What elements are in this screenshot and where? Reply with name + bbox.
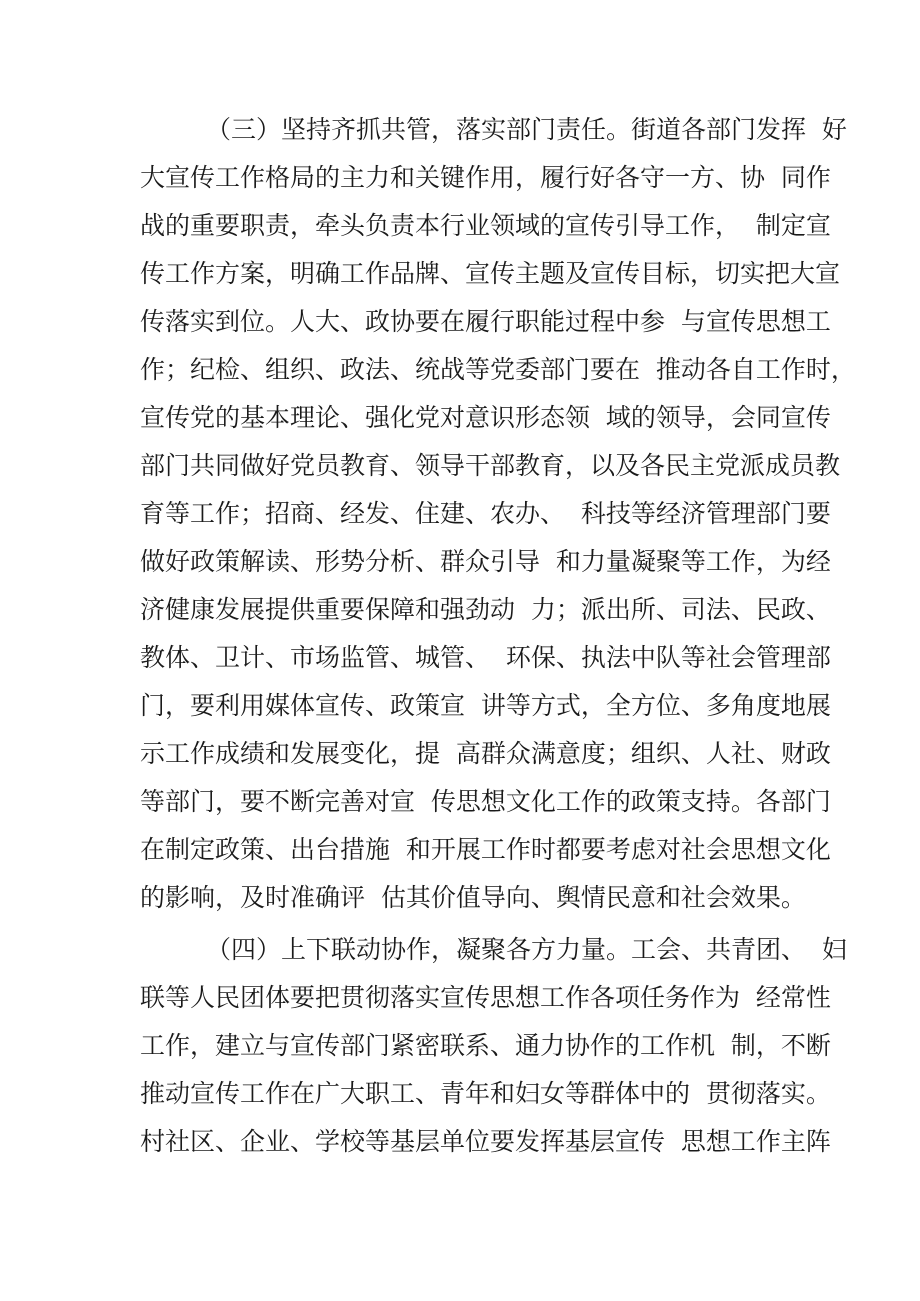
paragraph-3-line-5: 传落实到位。人大、政协要在履行职能过程中参 与宣传思想工 bbox=[140, 307, 831, 336]
paragraph-3-line-6: 作；纪检、组织、政法、统战等党委部门要在 推动各自工作时， bbox=[140, 355, 856, 384]
paragraph-4-line-3: 工作，建立与宣传部门紧密联系、通力协作的工作机 制，不断 bbox=[140, 1031, 831, 1060]
paragraph-4-line-4: 推动宣传工作在广大职工、青年和妇女等群体中的 贯彻落实。 bbox=[140, 1079, 831, 1108]
paragraph-4-line-2: 联等人民团体要把贯彻落实宣传思想工作各项任务作为 经常性 bbox=[140, 983, 831, 1012]
paragraph-3-line-3: 战的重要职责，牵头负责本行业领域的宣传引导工作， 制定宣 bbox=[140, 211, 831, 240]
paragraph-3-line-17: 的影响，及时准确评 估其价值导向、舆情民意和社会效果。 bbox=[140, 883, 806, 912]
paragraph-3-line-4: 传工作方案，明确工作品牌、宣传主题及宣传目标，切实把大宣 bbox=[140, 259, 841, 288]
paragraph-3-line-10: 做好政策解读、形势分析、群众引导 和力量凝聚等工作，为经 bbox=[140, 547, 831, 576]
paragraph-3-line-11: 济健康发展提供重要保障和强劲动 力；派出所、司法、民政、 bbox=[140, 595, 831, 624]
paragraph-3-line-1: （三）坚持齐抓共管，落实部门责任。街道各部门发挥 好 bbox=[206, 115, 847, 144]
paragraph-3-line-2: 大宣传工作格局的主力和关键作用，履行好各守一方、协 同作 bbox=[140, 163, 831, 192]
paragraph-3-line-15: 等部门，要不断完善对宣 传思想文化工作的政策支持。各部门 bbox=[140, 787, 831, 816]
paragraph-4-line-5: 村社区、企业、学校等基层单位要发挥基层宣传 思想工作主阵 bbox=[140, 1127, 831, 1156]
paragraph-3-line-9: 育等工作；招商、经发、住建、农办、 科技等经济管理部门要 bbox=[140, 499, 831, 528]
paragraph-3-line-8: 部门共同做好党员教育、领导干部教育，以及各民主党派成员教 bbox=[140, 451, 841, 480]
paragraph-3-line-13: 门，要利用媒体宣传、政策宣 讲等方式，全方位、多角度地展 bbox=[140, 691, 831, 720]
paragraph-3-line-16: 在制定政策、出台措施 和开展工作时都要考虑对社会思想文化 bbox=[140, 835, 831, 864]
paragraph-3-line-14: 示工作成绩和发展变化，提 高群众满意度；组织、人社、财政 bbox=[140, 739, 831, 768]
paragraph-3-line-12: 教体、卫计、市场监管、城管、 环保、执法中队等社会管理部 bbox=[140, 643, 831, 672]
paragraph-4-line-1: （四）上下联动协作，凝聚各方力量。工会、共青团、 妇 bbox=[206, 935, 847, 964]
paragraph-3-line-7: 宣传党的基本理论、强化党对意识形态领 域的领导，会同宣传 bbox=[140, 403, 831, 432]
